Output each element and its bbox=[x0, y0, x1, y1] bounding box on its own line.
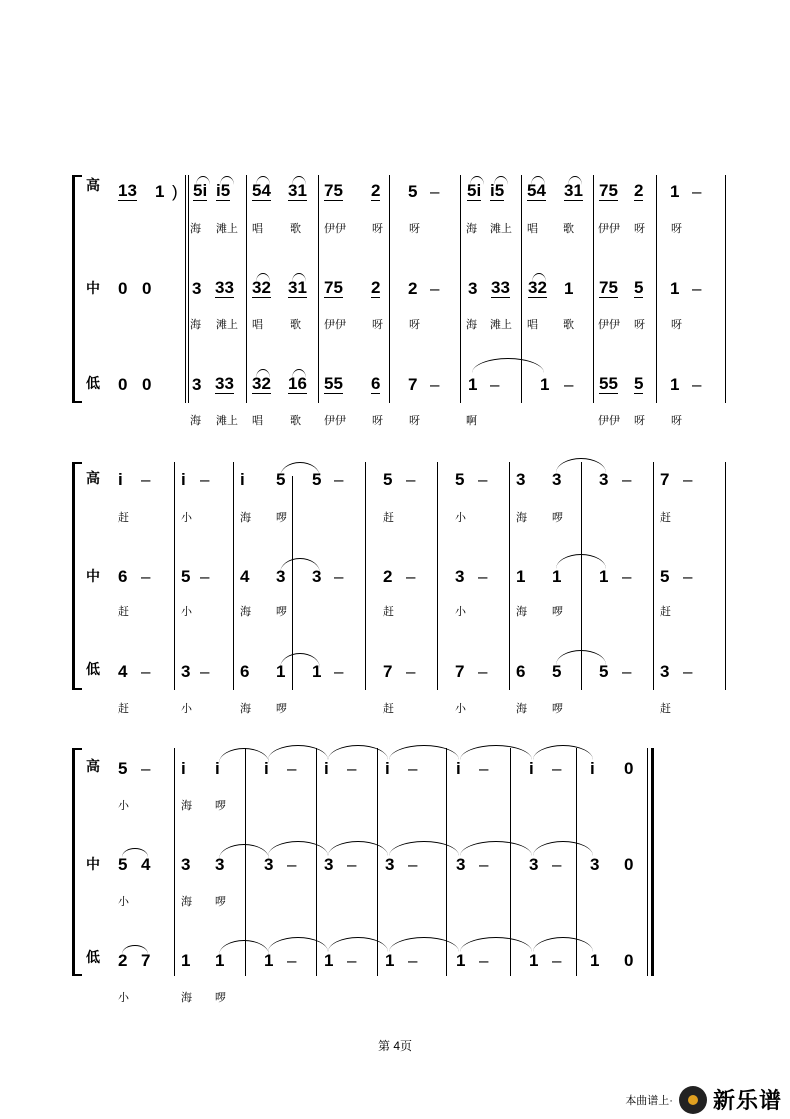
lyric: 啰 bbox=[215, 896, 226, 908]
lyric: 滩上 bbox=[490, 319, 512, 331]
lyric: 海 bbox=[466, 319, 477, 331]
lyric: 呀 bbox=[671, 223, 682, 235]
note: 13 bbox=[118, 181, 137, 200]
slur-arc bbox=[556, 458, 606, 473]
system-brace bbox=[72, 462, 81, 690]
note: 3 bbox=[324, 855, 334, 874]
lyric: 赶 bbox=[660, 512, 671, 524]
note: – bbox=[408, 759, 418, 778]
note: i bbox=[181, 470, 186, 489]
note: 1 bbox=[155, 182, 165, 201]
note: – bbox=[334, 470, 344, 489]
lyric: 呀 bbox=[634, 223, 645, 235]
lyric: 啊 bbox=[466, 415, 477, 427]
system-1 bbox=[72, 175, 732, 403]
lyric: 赶 bbox=[660, 606, 671, 618]
note: – bbox=[552, 855, 562, 874]
note: 2 bbox=[371, 181, 381, 200]
note: 2 bbox=[371, 278, 381, 297]
lyric: 呀 bbox=[409, 415, 420, 427]
note: – bbox=[478, 567, 488, 586]
lyric: 小 bbox=[118, 800, 129, 812]
note: 6 bbox=[240, 662, 250, 681]
barline bbox=[188, 175, 189, 403]
barline bbox=[656, 175, 657, 403]
lyric: 呀 bbox=[634, 319, 645, 331]
lyric: 啰 bbox=[276, 606, 287, 618]
note: 3 bbox=[590, 855, 600, 874]
note: – bbox=[478, 470, 488, 489]
note: – bbox=[692, 375, 702, 394]
note: 32 bbox=[252, 278, 271, 297]
lyric: 滩上 bbox=[490, 223, 512, 235]
lyric: 啰 bbox=[276, 512, 287, 524]
note: 7 bbox=[383, 662, 393, 681]
lyric: 歌 bbox=[563, 319, 574, 331]
note: 4 bbox=[240, 567, 250, 586]
lyric: 小 bbox=[181, 703, 192, 715]
barline bbox=[233, 462, 234, 690]
final-barline bbox=[651, 748, 654, 976]
note: – bbox=[552, 759, 562, 778]
note: 1 bbox=[264, 951, 274, 970]
note: 3 bbox=[529, 855, 539, 874]
lyric: 海 bbox=[516, 512, 527, 524]
note: 3 bbox=[192, 279, 202, 298]
note: – bbox=[406, 662, 416, 681]
lyric: 赶 bbox=[383, 606, 394, 618]
note: – bbox=[347, 759, 357, 778]
note: 3 bbox=[660, 662, 670, 681]
note: – bbox=[141, 759, 151, 778]
note: 75 bbox=[324, 181, 343, 200]
part-label-mid: 中 bbox=[86, 280, 100, 296]
note: 75 bbox=[324, 278, 343, 297]
note: i bbox=[181, 759, 186, 778]
note: – bbox=[334, 662, 344, 681]
note: 1 bbox=[670, 375, 680, 394]
brand-name: 新乐谱 bbox=[712, 1088, 782, 1113]
note: – bbox=[490, 375, 500, 394]
note: 5 bbox=[552, 662, 562, 681]
note: 6 bbox=[371, 374, 381, 393]
lyric: 小 bbox=[118, 992, 129, 1004]
lyric: 歌 bbox=[290, 415, 301, 427]
barline bbox=[185, 175, 186, 403]
lyric: 啰 bbox=[215, 992, 226, 1004]
note: 5 bbox=[660, 567, 670, 586]
note: 33 bbox=[215, 374, 234, 393]
note: – bbox=[692, 182, 702, 201]
lyric: 海 bbox=[190, 415, 201, 427]
note: 1 bbox=[456, 951, 466, 970]
lyric: 小 bbox=[181, 512, 192, 524]
note: – bbox=[334, 567, 344, 586]
note: – bbox=[347, 855, 357, 874]
lyric: 海 bbox=[240, 512, 251, 524]
note: 2 bbox=[383, 567, 393, 586]
note: 3 bbox=[181, 662, 191, 681]
note: – bbox=[430, 375, 440, 394]
note: 3 bbox=[599, 470, 609, 489]
part-label-low: 低 bbox=[86, 375, 100, 391]
note: 3 bbox=[312, 567, 322, 586]
note: 3 bbox=[192, 375, 202, 394]
lyric: 滩上 bbox=[216, 415, 238, 427]
system-brace bbox=[72, 748, 81, 976]
lyric: 呀 bbox=[671, 319, 682, 331]
lyric: 啰 bbox=[276, 703, 287, 715]
note: 7 bbox=[141, 951, 151, 970]
note: 33 bbox=[215, 278, 234, 297]
lyric: 呀 bbox=[372, 223, 383, 235]
note: i bbox=[324, 759, 329, 778]
barline bbox=[174, 748, 175, 976]
lyric: 小 bbox=[118, 896, 129, 908]
note: – bbox=[479, 951, 489, 970]
lyric: 小 bbox=[455, 703, 466, 715]
note: 1 bbox=[215, 951, 225, 970]
note: 3 bbox=[455, 567, 465, 586]
note: i5 bbox=[216, 181, 231, 200]
lyric: 滩上 bbox=[216, 319, 238, 331]
lyric: 海 bbox=[516, 703, 527, 715]
lyric: 唱 bbox=[252, 319, 263, 331]
note: 1 bbox=[590, 951, 600, 970]
note: 5 bbox=[455, 470, 465, 489]
barline bbox=[318, 175, 319, 403]
lyric: 伊伊 bbox=[324, 223, 346, 235]
note: 4 bbox=[141, 855, 151, 874]
lyric: 小 bbox=[455, 512, 466, 524]
lyric: 海 bbox=[181, 992, 192, 1004]
note: – bbox=[564, 375, 574, 394]
note: 1 bbox=[599, 567, 609, 586]
note: 1 bbox=[324, 951, 334, 970]
note: 5 bbox=[118, 855, 128, 874]
system-2 bbox=[72, 462, 732, 690]
barline bbox=[509, 462, 510, 690]
barline bbox=[246, 175, 247, 403]
part-label-high: 高 bbox=[86, 470, 100, 486]
lyric: 赶 bbox=[660, 703, 671, 715]
page-number: 第 4页 bbox=[377, 1039, 412, 1053]
note: 75 bbox=[599, 181, 618, 200]
barline bbox=[647, 748, 648, 976]
barline bbox=[593, 175, 594, 403]
lyric: 啰 bbox=[552, 606, 563, 618]
note: 54 bbox=[252, 181, 271, 200]
lyric: 呀 bbox=[409, 223, 420, 235]
note: – bbox=[622, 662, 632, 681]
lyric: 歌 bbox=[290, 223, 301, 235]
note: 1 bbox=[468, 375, 478, 394]
note: 32 bbox=[528, 278, 547, 297]
note: – bbox=[200, 662, 210, 681]
note: 1 bbox=[312, 662, 322, 681]
lyric: 呀 bbox=[671, 415, 682, 427]
note: 32 bbox=[252, 374, 271, 393]
lyric: 呀 bbox=[409, 319, 420, 331]
note: – bbox=[430, 182, 440, 201]
system-brace bbox=[72, 175, 81, 403]
note: 5 bbox=[276, 470, 286, 489]
note: 33 bbox=[491, 278, 510, 297]
note: 0 bbox=[142, 375, 152, 394]
note: 5 bbox=[634, 374, 644, 393]
note: 7 bbox=[455, 662, 465, 681]
note: 7 bbox=[660, 470, 670, 489]
note: – bbox=[406, 470, 416, 489]
note: – bbox=[683, 567, 693, 586]
note: 0 bbox=[118, 375, 128, 394]
note: 31 bbox=[564, 181, 583, 200]
part-label-mid: 中 bbox=[86, 568, 100, 584]
lyric: 呀 bbox=[634, 415, 645, 427]
note: i bbox=[118, 470, 123, 489]
lyric: 唱 bbox=[252, 415, 263, 427]
note: 1 bbox=[670, 182, 680, 201]
vinyl-record-icon bbox=[679, 1086, 707, 1114]
note: – bbox=[552, 951, 562, 970]
note: – bbox=[408, 951, 418, 970]
lyric: 赶 bbox=[118, 512, 129, 524]
lyric: 海 bbox=[190, 319, 201, 331]
barline bbox=[725, 175, 726, 403]
note: 3 bbox=[385, 855, 395, 874]
lyric: 小 bbox=[181, 606, 192, 618]
note: 3 bbox=[468, 279, 478, 298]
lyric: 海 bbox=[240, 703, 251, 715]
note: 5 bbox=[181, 567, 191, 586]
note: 1 bbox=[276, 662, 286, 681]
note: 1 bbox=[181, 951, 191, 970]
note: 1 bbox=[516, 567, 526, 586]
note: – bbox=[287, 951, 297, 970]
note: – bbox=[141, 662, 151, 681]
barline bbox=[725, 462, 726, 690]
lyric: 啰 bbox=[552, 512, 563, 524]
note: i bbox=[385, 759, 390, 778]
note: 5 bbox=[312, 470, 322, 489]
note: 4 bbox=[118, 662, 128, 681]
note: – bbox=[287, 855, 297, 874]
note: 3 bbox=[276, 567, 286, 586]
note: 54 bbox=[527, 181, 546, 200]
lyric: 唱 bbox=[252, 223, 263, 235]
note: 3 bbox=[181, 855, 191, 874]
note: – bbox=[683, 470, 693, 489]
note: 0 bbox=[624, 855, 634, 874]
part-label-high: 高 bbox=[86, 177, 100, 193]
note: i bbox=[456, 759, 461, 778]
note: – bbox=[479, 759, 489, 778]
lyric: 赶 bbox=[118, 703, 129, 715]
note: 1 bbox=[552, 567, 562, 586]
note: – bbox=[692, 279, 702, 298]
barline bbox=[365, 462, 366, 690]
lyric: 海 bbox=[181, 896, 192, 908]
note: 55 bbox=[324, 374, 343, 393]
lyric: 伊伊 bbox=[598, 319, 620, 331]
note: – bbox=[479, 855, 489, 874]
note: 6 bbox=[516, 662, 526, 681]
note: i bbox=[529, 759, 534, 778]
note: 1 bbox=[670, 279, 680, 298]
lyric: 海 bbox=[516, 606, 527, 618]
brand-prefix: 本曲谱上· bbox=[625, 1094, 673, 1107]
note: – bbox=[200, 470, 210, 489]
note: 5i bbox=[193, 181, 208, 200]
note: – bbox=[406, 567, 416, 586]
note: – bbox=[622, 470, 632, 489]
lyric: 伊伊 bbox=[324, 415, 346, 427]
note: 16 bbox=[288, 374, 307, 393]
note: – bbox=[478, 662, 488, 681]
lyric: 歌 bbox=[563, 223, 574, 235]
lyric: 唱 bbox=[527, 223, 538, 235]
note: 5i bbox=[467, 181, 482, 200]
note: 3 bbox=[516, 470, 526, 489]
lyric: 海 bbox=[466, 223, 477, 235]
note: 31 bbox=[288, 181, 307, 200]
note: 5 bbox=[599, 662, 609, 681]
note: i5 bbox=[490, 181, 505, 200]
note: 1 bbox=[540, 375, 550, 394]
lyric: 赶 bbox=[383, 703, 394, 715]
note: i bbox=[590, 759, 595, 778]
lyric: 滩上 bbox=[216, 223, 238, 235]
part-label-low: 低 bbox=[86, 661, 100, 677]
barline bbox=[437, 462, 438, 690]
part-label-mid: 中 bbox=[86, 856, 100, 872]
note: 2 bbox=[408, 279, 418, 298]
note: – bbox=[141, 470, 151, 489]
note: – bbox=[408, 855, 418, 874]
lyric: 啰 bbox=[215, 800, 226, 812]
lyric: 赶 bbox=[118, 606, 129, 618]
note: 7 bbox=[408, 375, 418, 394]
note: – bbox=[287, 759, 297, 778]
note: 3 bbox=[552, 470, 562, 489]
note: 0 bbox=[142, 279, 152, 298]
part-label-low: 低 bbox=[86, 949, 100, 965]
note: 55 bbox=[599, 374, 618, 393]
note: – bbox=[683, 662, 693, 681]
note: 2 bbox=[634, 181, 644, 200]
note: 3 bbox=[456, 855, 466, 874]
lyric: 赶 bbox=[383, 512, 394, 524]
note: 0 bbox=[118, 279, 128, 298]
note: ) bbox=[172, 182, 178, 201]
note: – bbox=[430, 279, 440, 298]
lyric: 伊伊 bbox=[598, 415, 620, 427]
barline bbox=[653, 462, 654, 690]
lyric: 伊伊 bbox=[324, 319, 346, 331]
barline bbox=[460, 175, 461, 403]
lyric: 啰 bbox=[552, 703, 563, 715]
note: 6 bbox=[118, 567, 128, 586]
lyric: 唱 bbox=[527, 319, 538, 331]
note: 2 bbox=[118, 951, 128, 970]
note: – bbox=[622, 567, 632, 586]
note: – bbox=[141, 567, 151, 586]
lyric: 伊伊 bbox=[598, 223, 620, 235]
lyric: 呀 bbox=[372, 319, 383, 331]
lyric: 呀 bbox=[372, 415, 383, 427]
note: 1 bbox=[564, 279, 574, 298]
note: 5 bbox=[408, 182, 418, 201]
note: 1 bbox=[529, 951, 539, 970]
lyric: 小 bbox=[455, 606, 466, 618]
note: 0 bbox=[624, 951, 634, 970]
note: 3 bbox=[264, 855, 274, 874]
lyric: 海 bbox=[190, 223, 201, 235]
note: 5 bbox=[383, 470, 393, 489]
note: 5 bbox=[634, 278, 644, 297]
brand-watermark[interactable] bbox=[625, 1084, 782, 1115]
note: i bbox=[215, 759, 220, 778]
part-label-high: 高 bbox=[86, 758, 100, 774]
note: – bbox=[347, 951, 357, 970]
note: 75 bbox=[599, 278, 618, 297]
lyric: 海 bbox=[181, 800, 192, 812]
barline bbox=[389, 175, 390, 403]
lyric: 歌 bbox=[290, 319, 301, 331]
note: 3 bbox=[215, 855, 225, 874]
note: i bbox=[264, 759, 269, 778]
note: i bbox=[240, 470, 245, 489]
note: 1 bbox=[385, 951, 395, 970]
barline bbox=[174, 462, 175, 690]
note: – bbox=[200, 567, 210, 586]
note: 5 bbox=[118, 759, 128, 778]
note: 0 bbox=[624, 759, 634, 778]
lyric: 海 bbox=[240, 606, 251, 618]
note: 31 bbox=[288, 278, 307, 297]
